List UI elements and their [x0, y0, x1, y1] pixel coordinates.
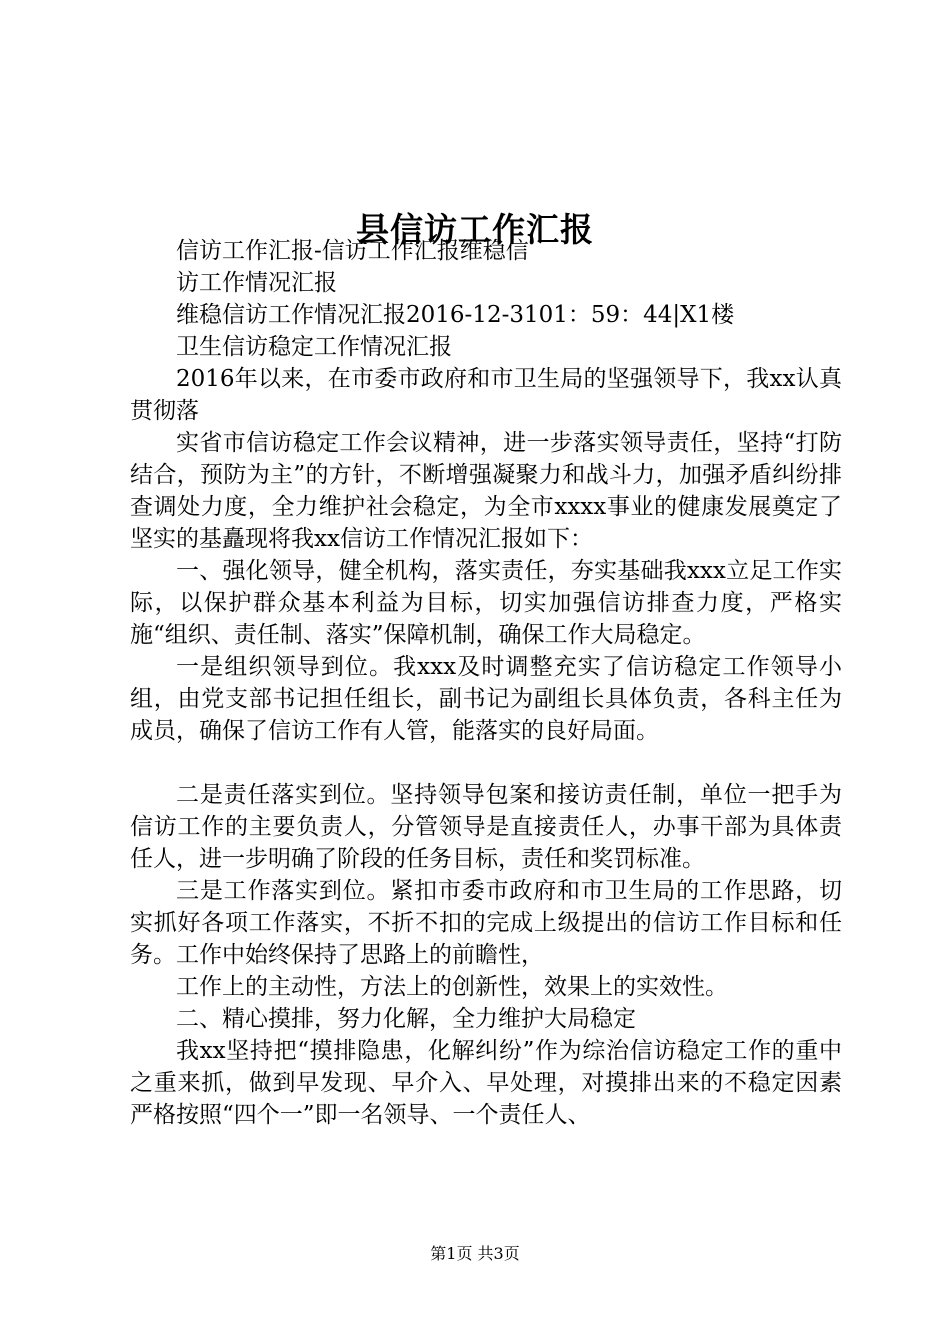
page-number-footer: 第1页 共3页 [430, 1244, 520, 1263]
paragraph: 实省市信访稳定工作会议精神，进一步落实领导责任，坚持“打防结合，预防为主”的方针，不断增强凝聚力和战斗力，加强矛盾纠纷排查调处力度，全力维护社会稳定，为全市xxxx事业的健康发展奠定了坚实的基矗现将我xx信访工作情况汇报如下： [130, 430, 842, 552]
paragraph: 卫生信访稳定工作情况汇报 [176, 334, 452, 360]
paragraph: 访工作情况汇报 [176, 270, 337, 296]
paragraph: 一是组织领导到位。我xxx及时调整充实了信访稳定工作领导小组，由党支部书记担任组长，副书记为副组长具体负责，各科主任为成员，确保了信访工作有人管，能落实的良好局面。 [130, 654, 842, 744]
paragraph: 二、精心摸排，努力化解，全力维护大局稳定 [176, 1006, 636, 1032]
paragraph: 三是工作落实到位。紧扣市委市政府和市卫生局的工作思路，切实抓好各项工作落实，不折不扣的完成上级提出的信访工作目标和任务。工作中始终保持了思路上的前瞻性， [130, 878, 842, 968]
paragraph: 2016年以来，在市委市政府和市卫生局的坚强领导下，我xx认真贯彻落 [130, 366, 842, 424]
document-body [130, 235, 842, 1131]
paragraph: 二是责任落实到位。坚持领导包案和接访责任制，单位一把手为信访工作的主要负责人，分管领导是直接责任人，办事干部为具体责任人，进一步明确了阶段的任务目标，责任和奖罚标准。 [130, 782, 842, 872]
paragraph: 我xx坚持把“摸排隐患，化解纠纷”作为综治信访稳定工作的重中之重来抓，做到早发现、早介入、早处理，对摸排出来的不稳定因素严格按照“四个一”即一名领导、一个责任人、 [130, 1038, 842, 1128]
paragraph: 信访工作汇报-信访工作汇报维稳信 [176, 238, 529, 264]
paragraph: 工作上的主动性，方法上的创新性，效果上的实效性。 [176, 974, 728, 1000]
paragraph: 一、强化领导，健全机构，落实责任，夯实基础我xxx立足工作实际，以保护群众基本利益为目标，切实加强信访排查力度，严格实施“组织、责任制、落实”保障机制，确保工作大局稳定。 [130, 558, 842, 648]
document-title: 县信访工作汇报 [356, 210, 594, 250]
paragraph: 维稳信访工作情况汇报2016-12-3101：59：44|X1楼 [176, 302, 735, 328]
